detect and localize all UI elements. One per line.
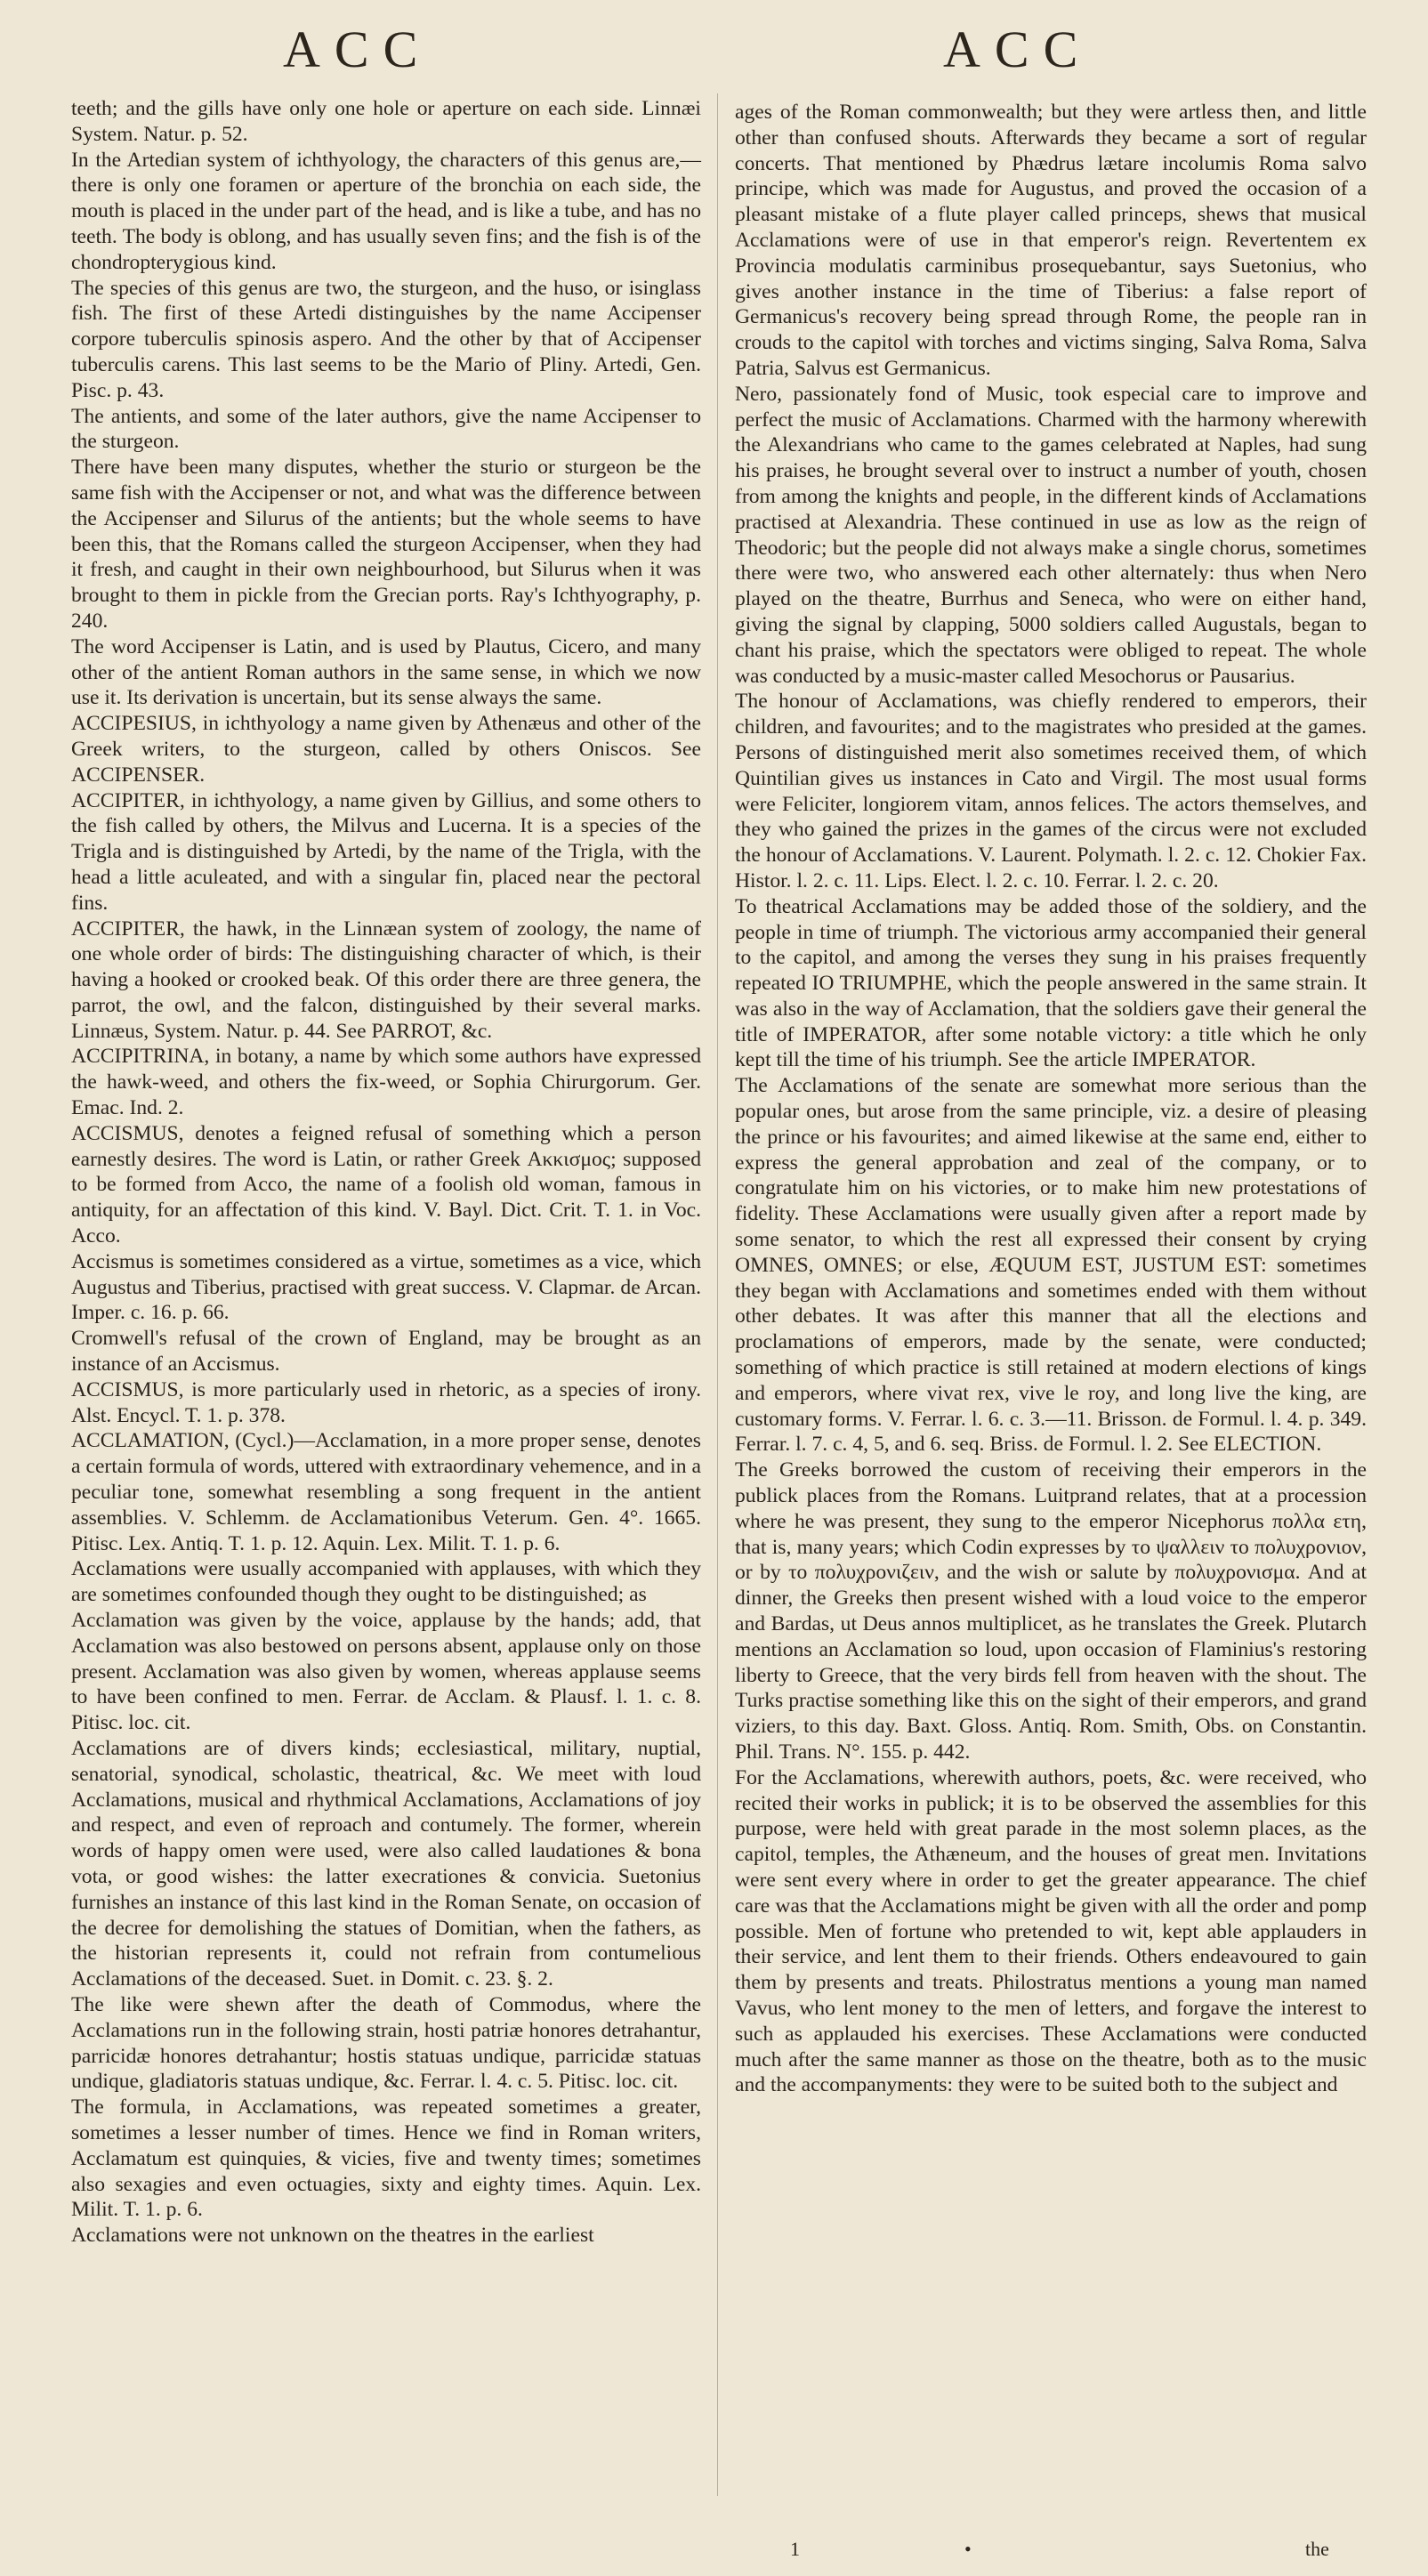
paragraph: The like were shewn after the death of Commodus, where the Acclamations run in the following strain, hosti patriæ honores detrahantur, parricidæ honores detrahantur; hostis statuas undique, parricidæ statuas undique, gladiatoris statuas undique, &c. Ferrar. l. 4. c. 5. Pitisc. loc. cit. (71, 1992, 701, 2094)
paragraph: teeth; and the gills have only one hole or aperture on each side. Linnæi System. Natur. p. 52. (71, 97, 701, 146)
left-column (71, 96, 701, 2249)
paragraph: The honour of Acclamations, was chiefly rendered to emperors, their children, and favourites; and to the magistrates who presided at the games. Persons of distinguished merit also sometimes received them, of which Quintilian gives us instances in Cato and Virgil. The most usual forms were Feliciter, longiorem vitam, annos felices. The actors themselves, and they who gained the prizes in the games of the circus were not excluded the honour of Acclamations. V. Laurent. Polymath. l. 2. c. 12. Chokier Fax. Histor. l. 2. c. 11. Lips. Elect. l. 2. c. 10. Ferrar. l. 2. c. 20. (735, 690, 1367, 892)
entry-accismus: ACCISMUS, denotes a feigned refusal of something which a person earnestly desires. The word is Latin, or rather Greek Ακκισμος; supposed to be formed from Acco, the name of a foolish old woman, famous in antiquity, for an affectation of this kind. V. Bayl. Dict. Crit. T. 1. in Voc. Acco. (71, 1121, 701, 1248)
paragraph: The formula, in Acclamations, was repeated sometimes a greater, sometimes a lesser number of times. Hence we find in Roman writers, Acclamatum est quinquies, & vicies, five and twenty times; sometimes also sexagies and even octuagies, sixty and eighty times. Aquin. Lex. Milit. T. 1. p. 6. (71, 2096, 701, 2222)
paragraph: The antients, and some of the later authors, give the name Accipenser to the sturgeon. (71, 404, 701, 454)
paragraph: The species of this genus are two, the sturgeon, and the huso, or isinglass fish. The first of these Artedi distinguishes by the name Accipenser corpore tuberculis spinosis aspero. And the other by that of Accipenser tuberculis carens. This last seems to be the Mario of Pliny. Artedi, Gen. Pisc. p. 43. (71, 276, 701, 402)
ornament-dot: • (964, 2538, 972, 2560)
paragraph: For the Acclamations, wherewith authors, poets, &c. were received, who recited their works in publick; it is to be observed the assemblies for this purpose, were held with great parade in the most solemn places, as the capitol, temples, the Athæneum, and the houses of great men. Invitations were sent every where in order to get the greater appearance. The chief care was that the Acclamations might be given with all the order and pomp possible. Men of fortune who pretended to wit, kept able applauders in their service, and lent them to their friends. Others endeavoured to gain them by presents and treats. Philostratus mentions a young man named Vavus, who lent money to the men of letters, and forgave the interest to such as applauded his exercises. These Acclamations were conducted much after the same manner as those on the theatre, both as to the music and the accompanyments: they were to be suited both to the subject and (735, 1765, 1367, 2097)
paragraph: Cromwell's refusal of the crown of England, may be brought as an instance of an Accismus. (71, 1327, 701, 1377)
paragraph: In the Artedian system of ichthyology, the characters of this genus are,—there is only one foramen or aperture of the bronchia on each side, the mouth is placed in the under part of the head, and is like a tube, and has no teeth. The body is oblong, and has usually seven fins; and the fish is of the chondropterygious kind. (71, 148, 701, 274)
entry-accipitrina: ACCIPITRINA, in botany, a name by which some authors have expressed the hawk-weed, and others the fix-weed, or Sophia Chirurgorum. Ger. Emac. Ind. 2. (71, 1045, 701, 1120)
entry-accipesius: ACCIPESIUS, in ichthyology a name given by Athenæus and other of the Greek writers, to the sturgeon, called by others Oniscos. See ACCIPENSER. (71, 712, 701, 787)
signature-mark: 1 (790, 2538, 800, 2560)
paragraph: ACCISMUS, is more particularly used in rhetoric, as a species of irony. Alst. Encycl. T. 1. p. 378. (71, 1377, 701, 1427)
paragraph: Acclamations were usually accompanied with applauses, with which they are sometimes confounded though they ought to be distinguished; as (71, 1557, 701, 1607)
paragraph: The word Accipenser is Latin, and is used by Plautus, Cicero, and many other of the antient Roman authors in the same sense, in which we now use it. Its derivation is uncertain, but its sense always the same. (71, 634, 701, 710)
entry-accipiter-hawk: ACCIPITER, the hawk, in the Linnæan system of zoology, the name of one whole order of birds: The distinguishing character of which, is their having a hooked or crooked beak. Of this order there are three genera, the parrot, the owl, and the falcon, distinguished by their several marks. Linnæus, System. Natur. p. 44. See PARROT, &c. (71, 917, 701, 1043)
right-column (735, 100, 1367, 2098)
paragraph: Nero, passionately fond of Music, took especial care to improve and perfect the music of Acclamations. Charmed with the harmony wherewith the Alexandrians who came to the games celebrated at Naples, had sung his praises, he brought several over to instruct a number of youth, chosen from among the knights and people, in the different kinds of Acclamations practised at Alexandria. These continued in use as low as the reign of Theodoric; but the people did not always make a single chorus, sometimes there were two, who answered each other alternately: thus when Nero played on the theatre, Burrhus and Seneca, who were on either hand, giving the signal by clapping, 5000 soldiers called Augustals, began to chant his praise, which the spectators were obliged to repeat. The whole was conducted by a music-master called Mesochorus or Pausarius. (735, 382, 1367, 688)
paragraph: Acclamation was given by the voice, applause by the hands; add, that Acclamation was also bestowed on persons absent, applause only on those present. Acclamation was also given by women, whereas applause seems to have been confined to men. Ferrar. de Acclam. & Plausf. l. 1. c. 8. Pitisc. loc. cit. (71, 1609, 701, 1735)
paragraph: ages of the Roman commonwealth; but they were artless then, and little other than confused shouts. Afterwards they became a sort of regular concerts. That mentioned by Phædrus lætare incolumis Roma salvo principe, which was made for Augustus, and proved the occasion of a pleasant mistake of a flute player called princeps, shews that musical Acclamations were of use in that emperor's reign. Revertentem ex Provincia modulatis carminibus prosequebantur, says Suetonius, who gives another instance in the time of Tiberius: a false report of Germanicus's recovery being spread through Rome, the people ran in crouds to the capitol with torches and victims singing, Salva Roma, Salva Patria, Salvus est Germanicus. (735, 101, 1367, 380)
running-head-right: ACC (943, 20, 1093, 78)
paragraph: The Greeks borrowed the custom of receiving their emperors in the publick places from the Romans. Luitprand relates, that at a procession where he was present, they sung to the emperor Nicephorus πολλα ετη, that is, many years; which Codin expresses by το ψαλλειν το πολυχρονιον, or by το πολυχρονιζειν, and the wish or salute by πολυχρονισμα. And at dinner, the Greeks then present wished with a loud voice to the emperor and Bardas, ut Deus annos multiplicet, as he translates the Greek. Plutarch mentions an Acclamation so loud, upon occasion of Flaminius's restoring liberty to Greece, that the very birds fell from heaven with the shout. The Turks practise something like this on the sight of their emperors, and grand viziers, to this day. Baxt. Gloss. Antiq. Rom. Smith, Obs. on Constantin. Phil. Trans. N°. 155. p. 442. (735, 1458, 1367, 1764)
catchword: the (1305, 2538, 1329, 2560)
entry-acclamation: ACCLAMATION, (Cycl.)—Acclamation, in a more proper sense, denotes a certain formula of words, uttered with extraordinary vehemence, and in a peculiar tone, somewhat resembling a song frequent in the antient assemblies. V. Schlemm. de Acclamationibus Veterum. Gen. 4°. 1665. Pitisc. Lex. Antiq. T. 1. p. 12. Aquin. Lex. Milit. T. 1. p. 6. (71, 1429, 701, 1555)
paragraph: Acclamations were not unknown on the theatres in the earliest (71, 2224, 594, 2248)
paragraph: The Acclamations of the senate are somewhat more serious than the popular ones, but arose from the same principle, viz. a desire of pleasing the prince or his favourites; and aimed likewise at the same end, either to express the general approbation and zeal of the company, or to congratulate him on his victories, or to make him new protestations of fidelity. These Acclamations were usually given after a report made by some senator, to which the rest all expressed their consent by crying OMNES, OMNES; or else, ÆQUUM EST, JUSTUM EST: sometimes they began with Acclamations and sometimes ended with them without other debates. It was after this manner that all the elections and proclamations of emperors, made by the senate, were conducted; something of which practice is still retained at modern elections of kings and emperors, where vivat rex, vive le roy, and long live the king, are customary forms. V. Ferrar. l. 6. c. 3.—11. Brisson. de Formul. l. 4. p. 349. Ferrar. l. 7. c. 4, 5, and 6. seq. Briss. de Formul. l. 2. See ELECTION. (735, 1074, 1367, 1457)
column-divider (717, 93, 718, 2496)
entry-accipiter-fish: ACCIPITER, in ichthyology, a name given by Gillius, and some others to the fish called by others, the Milvus and Lucerna. It is a species of the Trigla and is distinguished by Artedi, by the name of the Trigla, with the head a little aculeated, and with a singular fin, placed near the pectoral fins. (71, 788, 701, 915)
paragraph: Accismus is sometimes considered as a virtue, sometimes as a vice, which Augustus and Tiberius, practised with great success. V. Clapmar. de Arcan. Imper. c. 16. p. 66. (71, 1249, 701, 1325)
paragraph: Acclamations are of divers kinds; ecclesiastical, military, nuptial, senatorial, synodical, scholastic, theatrical, &c. We meet with loud Acclamations, musical and rhythmical Acclamations, Acclamations of joy and respect, and even of reproach and contumely. The former, wherein words of happy omen were used, were also called laudationes & bona vota, or good wishes: the latter execrationes & convicia. Suetonius furnishes an instance of this last kind in the Roman Senate, on occasion of the decree for demolishing the statues of Domitian, when the fathers, as the historian represents it, could not refrain from contumelious Acclamations of the deceased. Suet. in Domit. c. 23. §. 2. (71, 1737, 701, 1991)
paragraph: To theatrical Acclamations may be added those of the soldiery, and the people in time of triumph. The victorious army accompanied their general to the capitol, and among the verses they sung in his praises frequently repeated IO TRIUMPHE, which the people answered in the same strain. It was also in the way of Acclamation, that the soldiers gave their general the title of IMPERATOR, after some notable victory: a title which he only kept till the time of his triumph. See the article IMPERATOR. (735, 894, 1367, 1072)
running-head-left: ACC (283, 20, 432, 78)
paragraph: There have been many disputes, whether the sturio or sturgeon be the same fish with the Accipenser or not, and what was the difference between the Accipenser and Silurus of the antients; but the whole seems to have been this, that the Romans called the sturgeon Accipenser, when they had it fresh, and caught in their own neighbourhood, but Silurus when it was brought to them in pickle from the Grecian ports. Ray's Ichthyography, p. 240. (71, 456, 701, 633)
